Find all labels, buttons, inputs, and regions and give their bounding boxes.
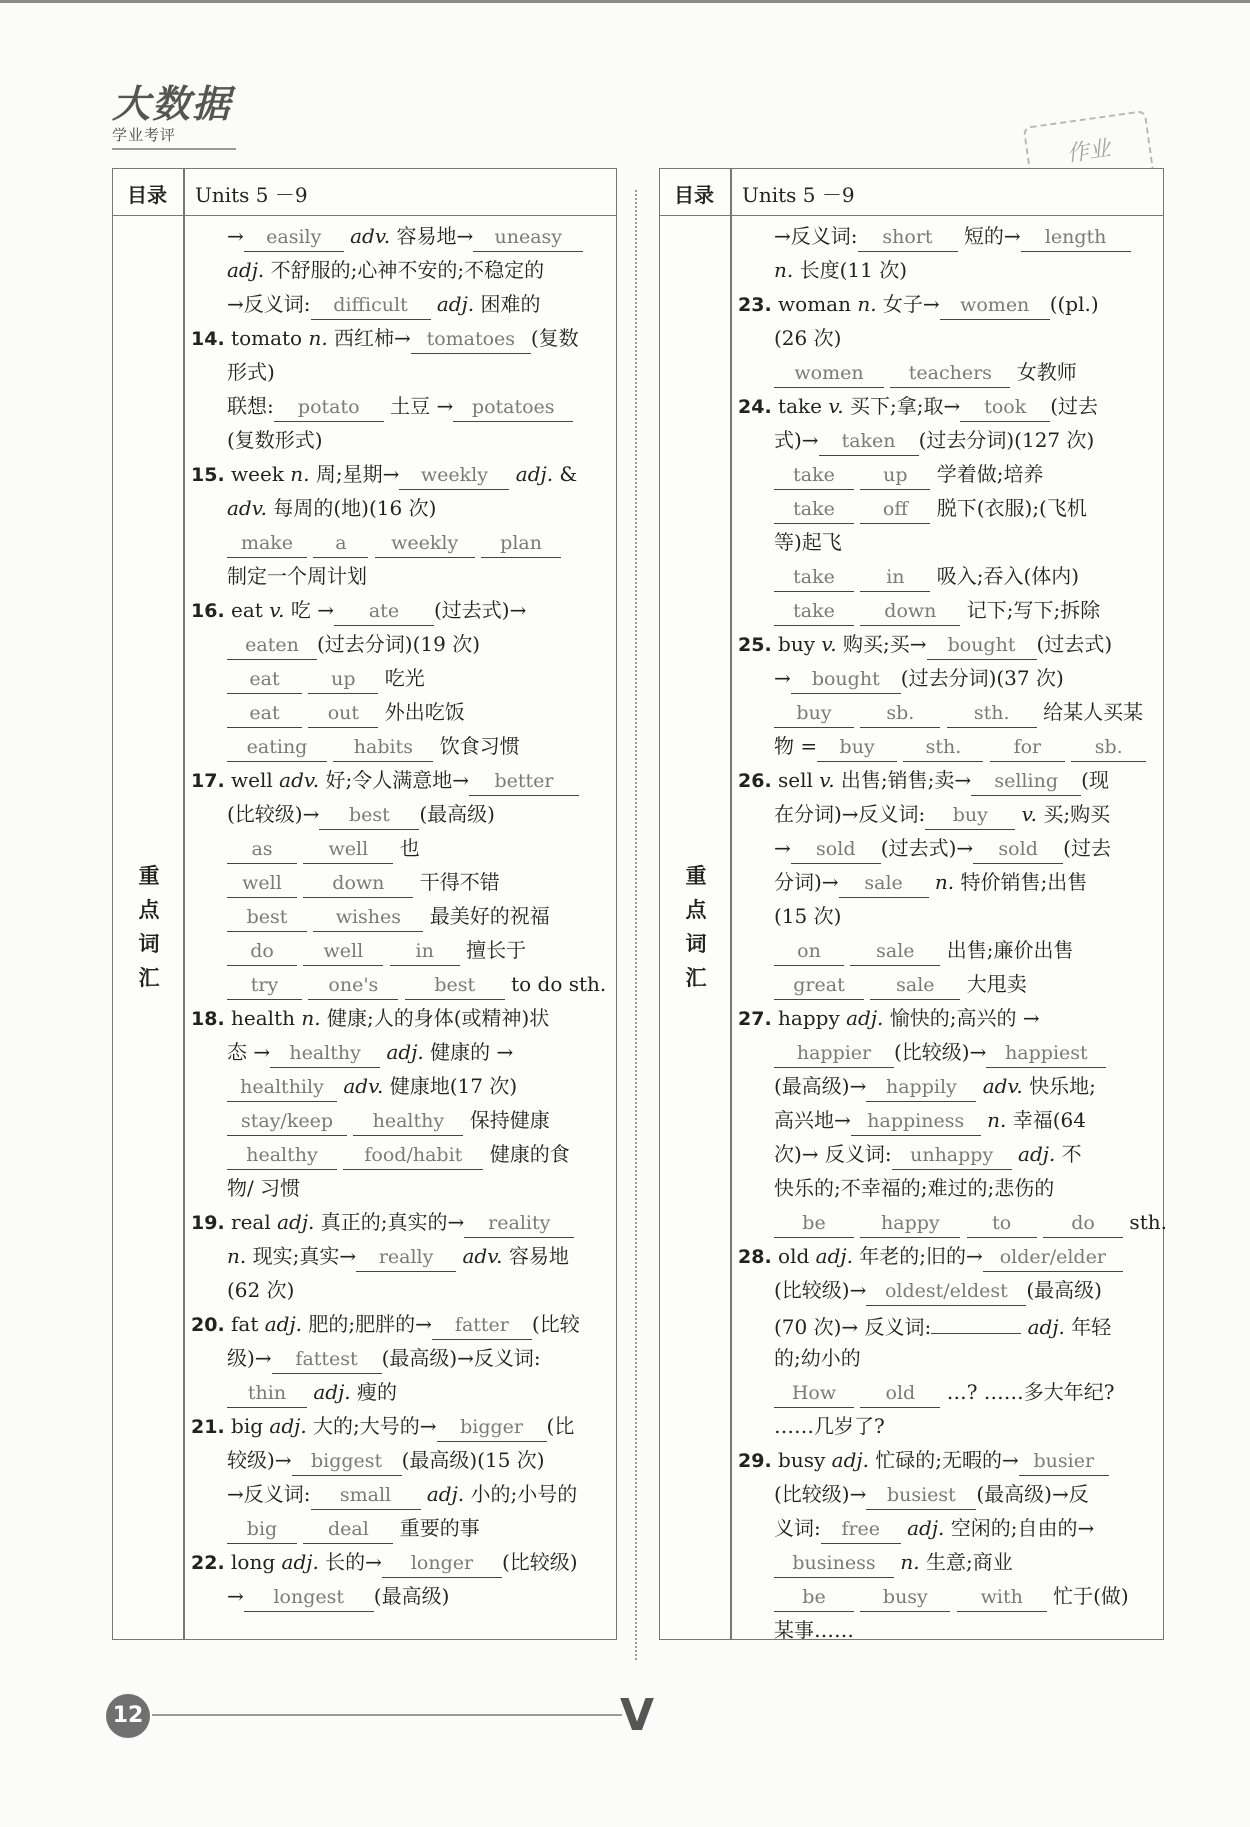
page-number: 12 [106,1694,150,1738]
footer-rule [152,1714,622,1716]
section-label: 重点词汇 [138,864,160,990]
vocab-list: →反义词: short 短的→ length n. 长度(11 次) 23. woman n. 女子→ women ((pl.) (26 次) women teachers 女教师 24. take v. 买下;拿;取→ took (过去 式)→ taken (过去分词)(127 次) take up 学着做;培养 take off 脱下(衣服);(飞机 等)起飞 take in 吸入;吞入(体内) take down 记下;写下;拆除 25. buy v. 购买;买→ bought (过去式) → bought (过去分词)(37 次) buy sb. sth. 给某人买某 物 = buy sth. for sb. 26. sell v. 出售;销售;卖→ selling (现 在分词)→反义词: buy v. 买;购买 → sold (过去式)→ sold (过去 分词)→ sale n. 特价销售;出售 (15 次) on sale 出售;廉价出售 great sale 大甩卖 27. happy adj. 愉快的;高兴的 → happier (比较级)→ happiest (最高级)→ happily adv. 快乐地; 高兴地→ happiness n. 幸福(64 次)→ 反义词: unhappy adj. 不 快乐的;不幸福的;难过的;悲伤的 be happy to do sth. 28. old adj. 年老的;旧的→ older/elder (比较级)→ oldest/eldest (最高级) (70 次)→ 反义词: adj. 年轻 的;幼小的 How old …? ……多大年纪? ……几岁了? 29. busy adj. 忙碌的;无暇的→ busier (比较级)→ busiest (最高级)→反 义词: free adj. 空闲的;自由的→ business n. 生意;商业 be busy with 忙于(做) 某事…… [738,224,1167,1642]
right-panel [659,168,1167,1642]
toc-label: 目录 [127,183,167,207]
logo-subtitle: 学业考评 [112,126,177,144]
logo-title: 大数据 [112,82,233,126]
unit-title: Units 5 －9 [195,183,308,207]
footer-v-mark: V [620,1690,655,1741]
panel-header [660,169,1163,216]
panel-header [113,169,616,216]
center-divider [635,190,637,1660]
section-label: 重点词汇 [685,864,707,990]
logo [112,84,232,145]
logo-underline [112,148,236,150]
unit-title: Units 5 －9 [742,183,855,207]
watermark-stamp: 作业 [1023,110,1162,240]
top-rule [0,0,1250,3]
left-panel [112,168,617,1640]
toc-label: 目录 [674,183,714,207]
vocab-list: → easily adv. 容易地→ uneasy adj. 不舒服的;心神不安的;不稳定的 →反义词: difficult adj. 困难的 14. tomato n. 西红柿→ tomatoes (复数 形式) 联想: potato 土豆 → potatoes (复数形式) 15. week n. 周;星期→ weekly adj. & adv. 每周的(地)(16 次) make a weekly plan 制定一个周计划 16. eat v. 吃 → ate (过去式)→ eaten (过去分词)(19 次) eat up 吃光 eat out 外出吃饭 eating habits 饮食习惯 17. well adv. 好;令人满意地→ better (比较级)→ best (最高级) as well 也 well down 干得不错 best wishes 最美好的祝福 do well in 擅长于 try one's best to do sth. 18. health n. 健康;人的身体(或精神)状 态 → healthy adj. 健康的 → healthily adv. 健康地(17 次) stay/keep healthy 保持健康 healthy food/habit 健康的食 物/ 习惯 19. real adj. 真正的;真实的→ reality n. 现实;真实→ really adv. 容易地 (62 次) 20. fat adj. 肥的;肥胖的→ fatter (比较 级)→ fattest (最高级)→反义词: thin adj. 瘦的 21. big adj. 大的;大号的→ bigger (比 较级)→ biggest (最高级)(15 次) →反义词: small adj. 小的;小号的 big deal 重要的事 22. long adj. 长的→ longer (比较级) → longest (最高级) [191,219,609,1613]
